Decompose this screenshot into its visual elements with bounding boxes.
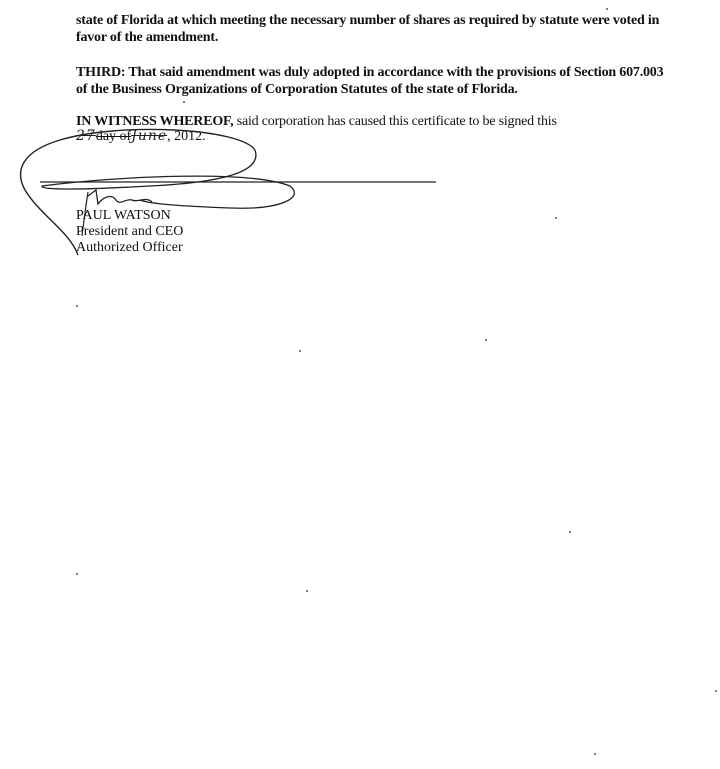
scan-speck [594, 753, 596, 755]
handwritten-month: June [131, 128, 168, 144]
scan-speck [183, 101, 185, 103]
paragraph-text: That said amendment was duly adopted in accordance with the provisions of Section 607.003 of the Business Organizations of Corporation Statutes of the state of Florida. [76, 65, 664, 97]
paragraph-text: state of Florida at which meeting the necessary number of shares as required by statute were voted in favor of the amendment. [76, 13, 660, 45]
date-year: , 2012. [167, 129, 206, 144]
scan-speck [76, 573, 78, 575]
scan-speck [606, 8, 608, 10]
scan-speck [485, 339, 487, 341]
scan-speck [715, 690, 717, 692]
scan-speck [76, 305, 78, 307]
scan-speck [306, 590, 308, 592]
signatory-title: President and CEO [76, 224, 184, 239]
paragraph-text: said corporation has caused this certificate to be signed this [233, 114, 557, 129]
date-day-of: day of [95, 129, 132, 144]
handwritten-day: 27 [76, 128, 96, 144]
paragraph-label: IN WITNESS WHEREOF, [76, 114, 234, 129]
scan-speck [299, 350, 301, 352]
scan-speck [555, 217, 557, 219]
signatory-name: PAUL WATSON [76, 208, 171, 223]
paragraph-label: THIRD: [76, 65, 126, 80]
signatory-role: Authorized Officer [76, 240, 183, 255]
signatory-block [76, 208, 183, 256]
scan-speck [569, 531, 571, 533]
